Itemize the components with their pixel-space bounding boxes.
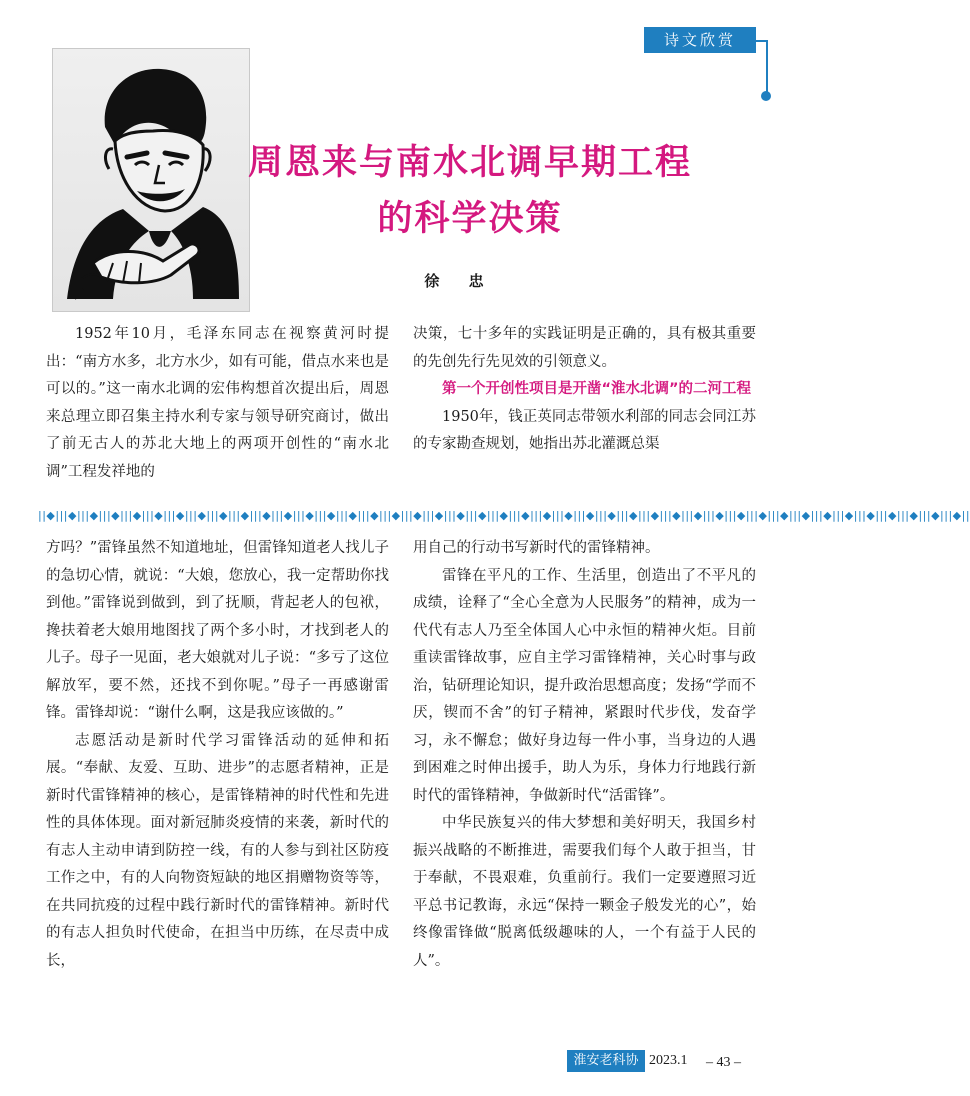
- article-column-right: [413, 321, 756, 459]
- article-title: [220, 135, 720, 247]
- author-name: 徐 忠: [424, 272, 496, 290]
- paragraph: 中华民族复兴的伟大梦想和美好明天，我国乡村振兴战略的不断推进，需要我们每个人敢于担当，甘于奉献，不畏艰难，负重前行。我们一定要遵照习近平总书记教诲，永远“保持一颗金子般发光的心”，始终像雷锋做“脱离低级趣味的人，一个有益于人民的人”。: [413, 815, 756, 969]
- lower-column-right: [413, 535, 756, 975]
- decorative-divider: ||◆|||◆|||◆|||◆|||◆|||◆|||◆|||◆|||◆|||◆|||◆|||◆|||◆|||◆|||◆|||◆|||◆|||◆|||◆|||◆|||◆|||◆|||◆|||◆|||◆|||◆|||◆|||◆|||◆|||◆|||◆|||◆|||◆|||◆|||◆|||◆|||◆|||◆|||◆|||◆|||◆|||◆|||◆||: [38, 509, 970, 522]
- tab-dot: [761, 91, 771, 101]
- title-line-1: 周恩来与南水北调早期工程: [247, 143, 692, 183]
- paragraph: 1952年10月，毛泽东同志在视察黄河时提出：“南方水多，北方水少，如有可能，借点水来也是可以的。”这一南水北调的宏伟构想首次提出后，周恩来总理立即召集主持水利专家与领导研究商讨，做出了前无古人的苏北大地上的两项开创性的“南水北调”工程发祥地的: [46, 326, 389, 480]
- tab-connector-line: [740, 40, 768, 42]
- paragraph-continued: 用自己的行动书写新时代的雷锋精神。: [413, 540, 660, 556]
- article-column-left: [46, 321, 389, 486]
- section-tab: 诗文欣赏: [644, 27, 756, 53]
- paragraph-continued: 方吗？”雷锋虽然不知道地址，但雷锋知道老人找儿子的急切心情，就说：“大娘，您放心，我一定帮助你找到他。”雷锋说到做到，到了抚顺，背起老人的包袱，搀扶着老大娘用地图找了两个多小时，才找到老人的儿子。母子一见面，老大娘就对儿子说：“多亏了这位解放军，要不然，还找不到你呢。”母子一再感谢雷锋。雷锋却说：“谢什么啊，这是我应该做的。”: [46, 540, 389, 721]
- paragraph: 雷锋在平凡的工作、生活里，创造出了不平凡的成绩，诠释了“全心全意为人民服务”的精神，成为一代代有志人乃至全体国人心中永恒的精神火炬。目前重读雷锋故事，应自主学习雷锋精神，关心时事与政治，钻研理论知识，提升政治思想高度；发扬“学而不厌，锲而不舍”的钉子精神，紧跟时代步伐，发奋学习，永不懈怠；做好身边每一件小事，当身边的人遇到困难之时伸出援手，助人为乐，身体力行地践行新时代的雷锋精神，争做新时代“活雷锋”。: [413, 567, 756, 804]
- paragraph: 志愿活动是新时代学习雷锋活动的延伸和拓展。“奉献、友爱、互助、进步”的志愿者精神，正是新时代雷锋精神的核心，是雷锋精神的时代性和先进性的具体体现。面对新冠肺炎疫情的来袭，新时代的有志人主动申请到防控一线，有的人参与到社区防疫工作之中，有的人向物资短缺的地区捐赠物资等等，在共同抗疫的过程中践行新时代的雷锋精神。新时代的有志人担负时代使命，在担当中历练，在尽责中成长，: [46, 732, 389, 969]
- issue-number: 2023.1: [649, 1053, 688, 1068]
- paragraph-continued: 决策，七十多年的实践证明是正确的，具有极其重要的先创先行先见效的引领意义。: [413, 326, 756, 370]
- page-number: – 43 –: [706, 1055, 741, 1070]
- journal-name: 淮安老科协: [567, 1050, 645, 1072]
- paragraph: 1950年，钱正英同志带领水利部的同志会同江苏的专家勘查规划，她指出苏北灌溉总渠: [413, 408, 756, 452]
- tab-vertical-line: [766, 40, 768, 94]
- title-line-2: 的科学决策: [377, 199, 563, 239]
- lower-column-left: [46, 535, 389, 975]
- section-subheading: 第一个开创性项目是开凿“淮水北调”的二河工程: [442, 381, 752, 397]
